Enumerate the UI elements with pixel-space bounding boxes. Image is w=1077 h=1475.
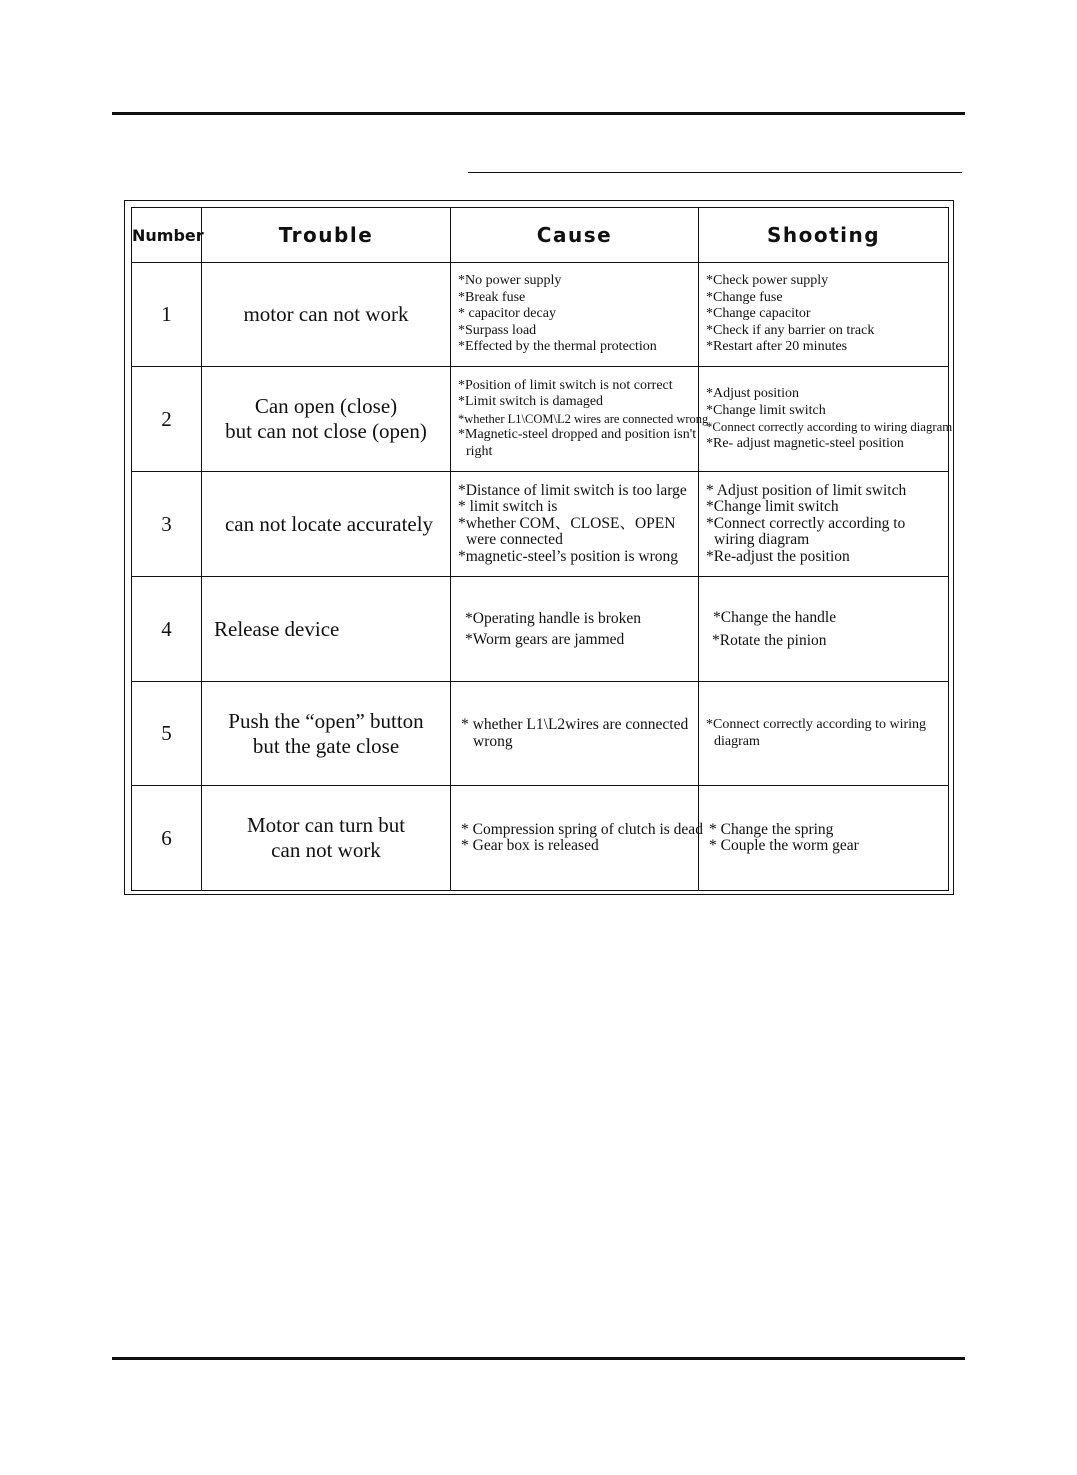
trouble-cell: Release device: [202, 577, 451, 682]
shooting-cell: *Adjust position *Change limit switch *Connect correctly according to wiring diagram *Re- adjust magnetic-steel position: [699, 367, 949, 472]
table-row: [132, 367, 949, 472]
heading-underline: [468, 172, 962, 173]
table-row: [132, 263, 949, 367]
header-trouble: Trouble: [202, 208, 451, 263]
cause-cell: * Compression spring of clutch is dead * Gear box is released: [451, 786, 699, 891]
cause-cell: *Position of limit switch is not correct *Limit switch is damaged *whether L1\COM\L2 wires are connected wrong *Magnetic-steel dropped and position isn't right: [451, 367, 699, 472]
trouble-cell: Can open (close) but can not close (open): [202, 367, 451, 472]
table-row: [132, 577, 949, 682]
table-row: [132, 682, 949, 786]
bottom-rule: [112, 1357, 965, 1360]
row-number: 3: [132, 472, 202, 577]
cause-cell: *Operating handle is broken *Worm gears are jammed: [451, 577, 699, 682]
header-cause: Cause: [451, 208, 699, 263]
troubleshooting-table: [131, 207, 953, 891]
header-number: Number: [132, 208, 202, 263]
shooting-cell: *Connect correctly according to wiring diagram: [699, 682, 949, 786]
row-number: 4: [132, 577, 202, 682]
row-number: 2: [132, 367, 202, 472]
row-number: 6: [132, 786, 202, 891]
cause-cell: *Distance of limit switch is too large * limit switch is *whether COM、CLOSE、OPEN were connected *magnetic-steel’s position is wrong: [451, 472, 699, 577]
header-row: [132, 208, 949, 263]
shooting-cell: *Change the handle *Rotate the pinion: [699, 577, 949, 682]
shooting-cell: * Change the spring * Couple the worm gear: [699, 786, 949, 891]
table-row: [132, 786, 949, 891]
trouble-cell: Push the “open” button but the gate close: [202, 682, 451, 786]
table-row: [132, 472, 949, 577]
row-number: 5: [132, 682, 202, 786]
trouble-cell: motor can not work: [202, 263, 451, 367]
shooting-cell: * Adjust position of limit switch *Change limit switch *Connect correctly according to wiring diagram *Re-adjust the position: [699, 472, 949, 577]
trouble-cell: can not locate accurately: [202, 472, 451, 577]
cause-cell: * whether L1\L2wires are connected wrong: [451, 682, 699, 786]
row-number: 1: [132, 263, 202, 367]
trouble-cell: Motor can turn but can not work: [202, 786, 451, 891]
top-rule: [112, 112, 965, 115]
cause-cell: *No power supply *Break fuse * capacitor decay *Surpass load *Effected by the thermal protection: [451, 263, 699, 367]
header-shooting: Shooting: [699, 208, 949, 263]
shooting-cell: *Check power supply *Change fuse *Change capacitor *Check if any barrier on track *Restart after 20 minutes: [699, 263, 949, 367]
